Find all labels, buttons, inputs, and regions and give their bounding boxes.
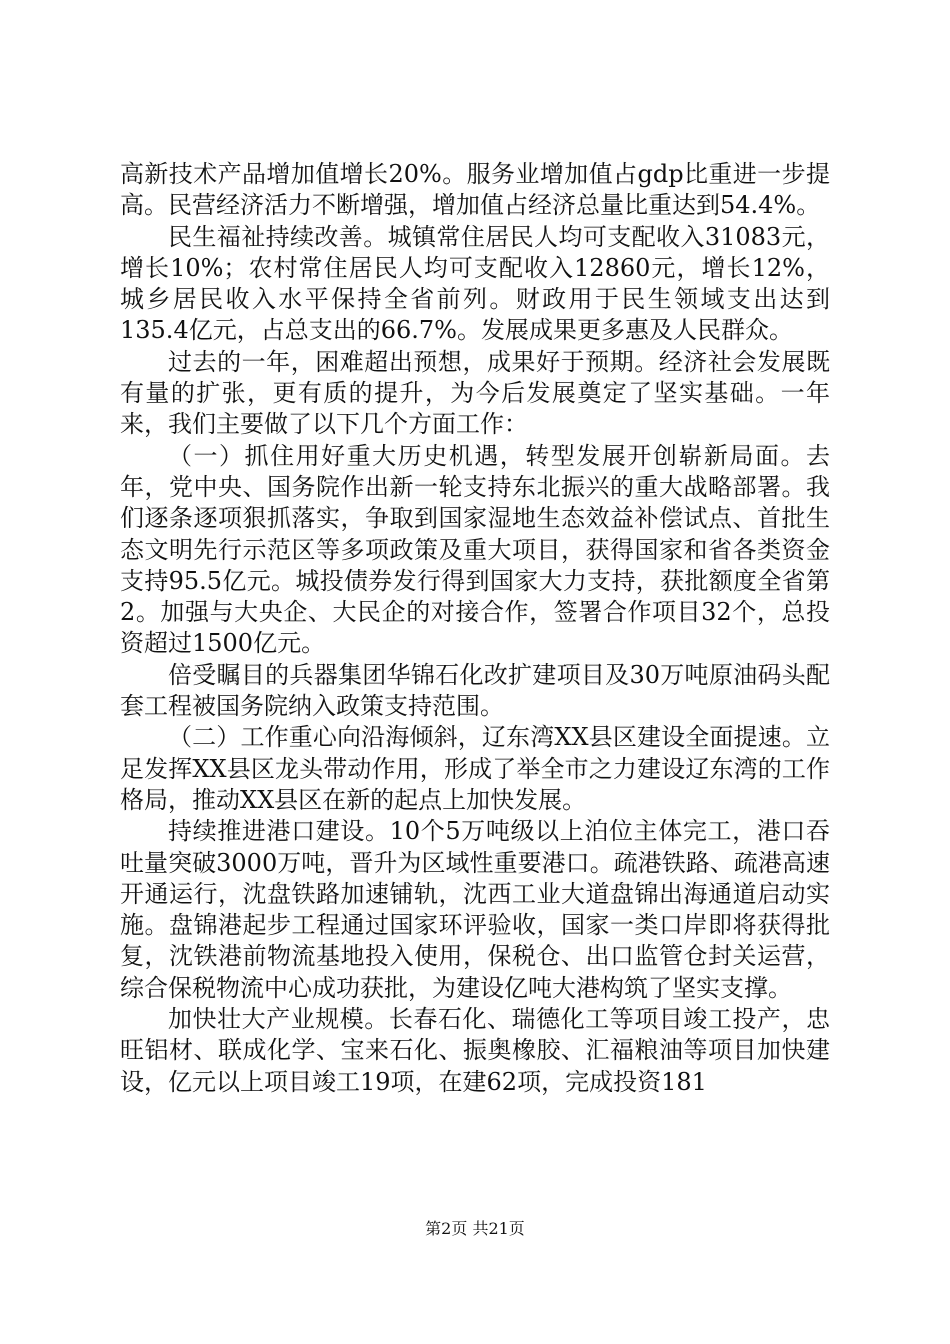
paragraph-continuation: 高新技术产品增加值增长20%。服务业增加值占gdp比重进一步提高。民营经济活力不断增强，增加值占经济总量比重达到54.4%。 — [120, 160, 830, 220]
paragraph-section-1: （一）抓住用好重大历史机遇，转型发展开创崭新局面。去年，党中央、国务院作出新一轮支持东北振兴的重大战略部署。我们逐条逐项狠抓落实，争取到国家湿地生态效益补偿试点、首批生态文明先行示范区等多项政策及重大项目，获得国家和省各类资金支持95.5亿元。城投债券发行得到国家大力支持，获批额度全省第2。加强与大央企、大民企的对接合作，签署合作项目32个，总投资超过1500亿元。 — [120, 441, 830, 658]
paragraph-past-year-summary: 过去的一年，困难超出预想，成果好于预期。经济社会发展既有量的扩张，更有质的提升，为今后发展奠定了坚实基础。一年来，我们主要做了以下几个方面工作： — [120, 347, 830, 439]
document-body — [120, 159, 830, 1098]
paragraph-port-construction: 持续推进港口建设。10个5万吨级以上泊位主体完工，港口吞吐量突破3000万吨，晋升为区域性重要港口。疏港铁路、疏港高速开通运行，沈盘铁路加速铺轨，沈西工业大道盘锦出海通道启动实施。盘锦港起步工程通过国家环评验收，国家一类口岸即将获得批复，沈铁港前物流基地投入使用，保税仓、出口监管仓封关运营，综合保税物流中心成功获批，为建设亿吨大港构筑了坚实支撑。 — [120, 817, 830, 1002]
paragraph-livelihood: 民生福祉持续改善。城镇常住居民人均可支配收入31083元，增长10%；农村常住居民人均可支配收入12860元，增长12%，城乡居民收入水平保持全省前列。财政用于民生领域支出达到135.4亿元，占总支出的66.7%。发展成果更多惠及人民群众。 — [120, 222, 830, 345]
paragraph-huajin-project: 倍受瞩目的兵器集团华锦石化改扩建项目及30万吨原油码头配套工程被国务院纳入政策支持范围。 — [120, 660, 830, 721]
paragraph-industry-scale: 加快壮大产业规模。长春石化、瑞德化工等项目竣工投产，忠旺铝材、联成化学、宝来石化、振奥橡胶、汇福粮油等项目加快建设，亿元以上项目竣工19项，在建62项，完成投资181 — [120, 1005, 830, 1096]
page-number-footer: 第2页 共21页 — [425, 1219, 525, 1238]
paragraph-section-2: （二）工作重心向沿海倾斜，辽东湾XX县区建设全面提速。立足发挥XX县区龙头带动作用，形成了举全市之力建设辽东湾的工作格局，推动XX县区在新的起点上加快发展。 — [120, 723, 830, 814]
